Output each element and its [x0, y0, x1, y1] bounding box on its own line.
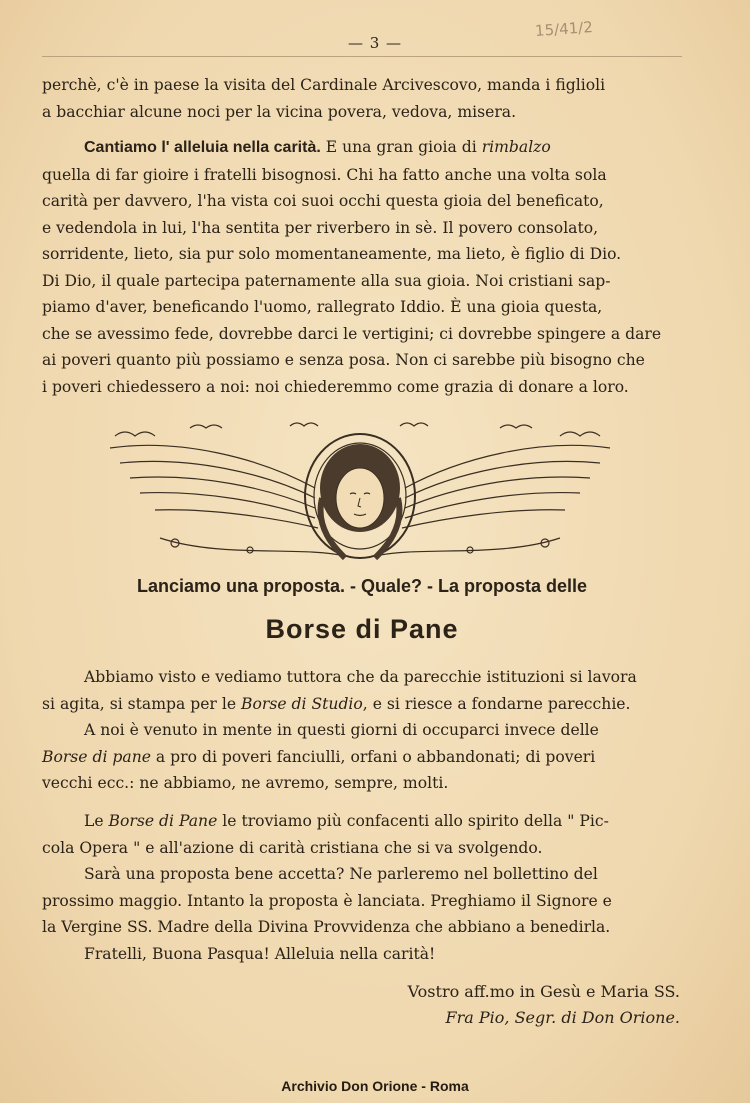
ornament-illustration — [100, 418, 620, 568]
text-line: cola Opera " e all'azione di carità cristiana che si va svolgendo. — [42, 838, 543, 857]
text-line: la Vergine SS. Madre della Divina Provvidenza che abbiano a benedirla. — [42, 918, 611, 936]
text-line — [42, 691, 682, 718]
alleluia-paragraph — [42, 134, 682, 400]
page-number: — 3 — — [347, 34, 403, 52]
text-fragment: Le — [84, 812, 109, 830]
proposal-line: Lanciamo una proposta. - Quale? - La proposta delle — [136, 576, 588, 596]
body-paragraph-4 — [42, 861, 682, 941]
text-line: A noi è venuto in mente in questi giorni di occuparci invece delle — [84, 721, 599, 739]
headline-title: Borse di Pane — [265, 614, 459, 644]
signature-name: Fra Pio, Segr. di Don Orione. — [445, 1008, 680, 1027]
italic-word: rimbalzo — [481, 138, 551, 156]
italic-phrase: Borse di Pane — [108, 812, 218, 830]
intro-paragraph — [42, 72, 682, 125]
text-fragment: si agita, si stampa per le — [42, 694, 242, 713]
archive-handwritten-mark: 15/41/2 — [534, 18, 594, 40]
text-line: prossimo maggio. Intanto la proposta è lanciata. Preghiamo il Signore e — [42, 891, 612, 910]
text-line: che se avessimo fede, dovrebbe darci le vertigini; ci dovrebbe spingere a dare — [42, 324, 662, 343]
text-line: a bacchiar alcune noci per la vicina povera, vedova, misera. — [42, 102, 517, 121]
top-rule — [42, 56, 682, 57]
text-line — [42, 808, 682, 835]
text-line: Di Dio, il quale partecipa paternamente alla sua gioia. Noi cristiani sap- — [42, 271, 611, 290]
archive-footer: Archivio Don Orione - Roma — [281, 1078, 469, 1094]
body-paragraph-1 — [42, 664, 682, 717]
italic-phrase: Borse di pane — [42, 747, 151, 766]
text-line: ai poveri quanto più possiamo e senza posa. Non ci sarebbe più bisogno che — [42, 351, 645, 369]
body-paragraph-5 — [42, 941, 682, 968]
text-fragment: le troviamo più confacenti allo spirito della " Pic- — [217, 812, 609, 830]
text-line: piamo d'aver, beneficando l'uomo, rallegrato Iddio. È una gioia questa, — [42, 298, 603, 316]
body-paragraph-2 — [42, 717, 682, 797]
text-line: i poveri chiedessero a noi: noi chiederemmo come grazia di donare a loro. — [42, 377, 629, 396]
text-line — [42, 744, 682, 771]
text-line: e vedendola in lui, l'ha sentita per riverbero in sè. Il povero consolato, — [42, 218, 599, 237]
italic-phrase: Borse di Studio — [241, 694, 363, 713]
text-line: sorridente, lieto, sia pur solo momentaneamente, ma lieto, è figlio di Dio. — [42, 245, 622, 263]
signature-closing: Vostro aff.mo in Gesù e Maria SS. — [407, 982, 680, 1001]
text-line: perchè, c'è in paese la visita del Cardinale Arcivescovo, manda i figlioli — [42, 76, 606, 94]
text-fragment: a pro di poveri fanciulli, orfani o abbandonati; di poveri — [150, 747, 596, 766]
text-line: Sarà una proposta bene accetta? Ne parleremo nel bollettino del — [84, 865, 598, 883]
text-line: quella di far gioire i fratelli bisognosi. Chi ha fatto anche una volta sola — [42, 165, 607, 184]
text-line: Abbiamo visto e vediamo tuttora che da parecchie istituzioni si lavora — [84, 668, 637, 686]
text-fragment: , e si riesce a fondarne parecchie. — [362, 694, 631, 713]
body-paragraph-3 — [42, 808, 682, 861]
text-line — [42, 134, 682, 162]
text-line: carità per davvero, l'ha vista coi suoi occhi questa gioia del beneficato, — [42, 192, 604, 210]
text-line: Fratelli, Buona Pasqua! Alleluia nella carità! — [84, 945, 436, 963]
alleluia-lead: Cantiamo l' alleluia nella carità. — [84, 139, 321, 156]
text-fragment: E una gran gioia di — [320, 138, 482, 156]
text-line: vecchi ecc.: ne abbiamo, ne avremo, sempre, molti. — [42, 774, 449, 792]
